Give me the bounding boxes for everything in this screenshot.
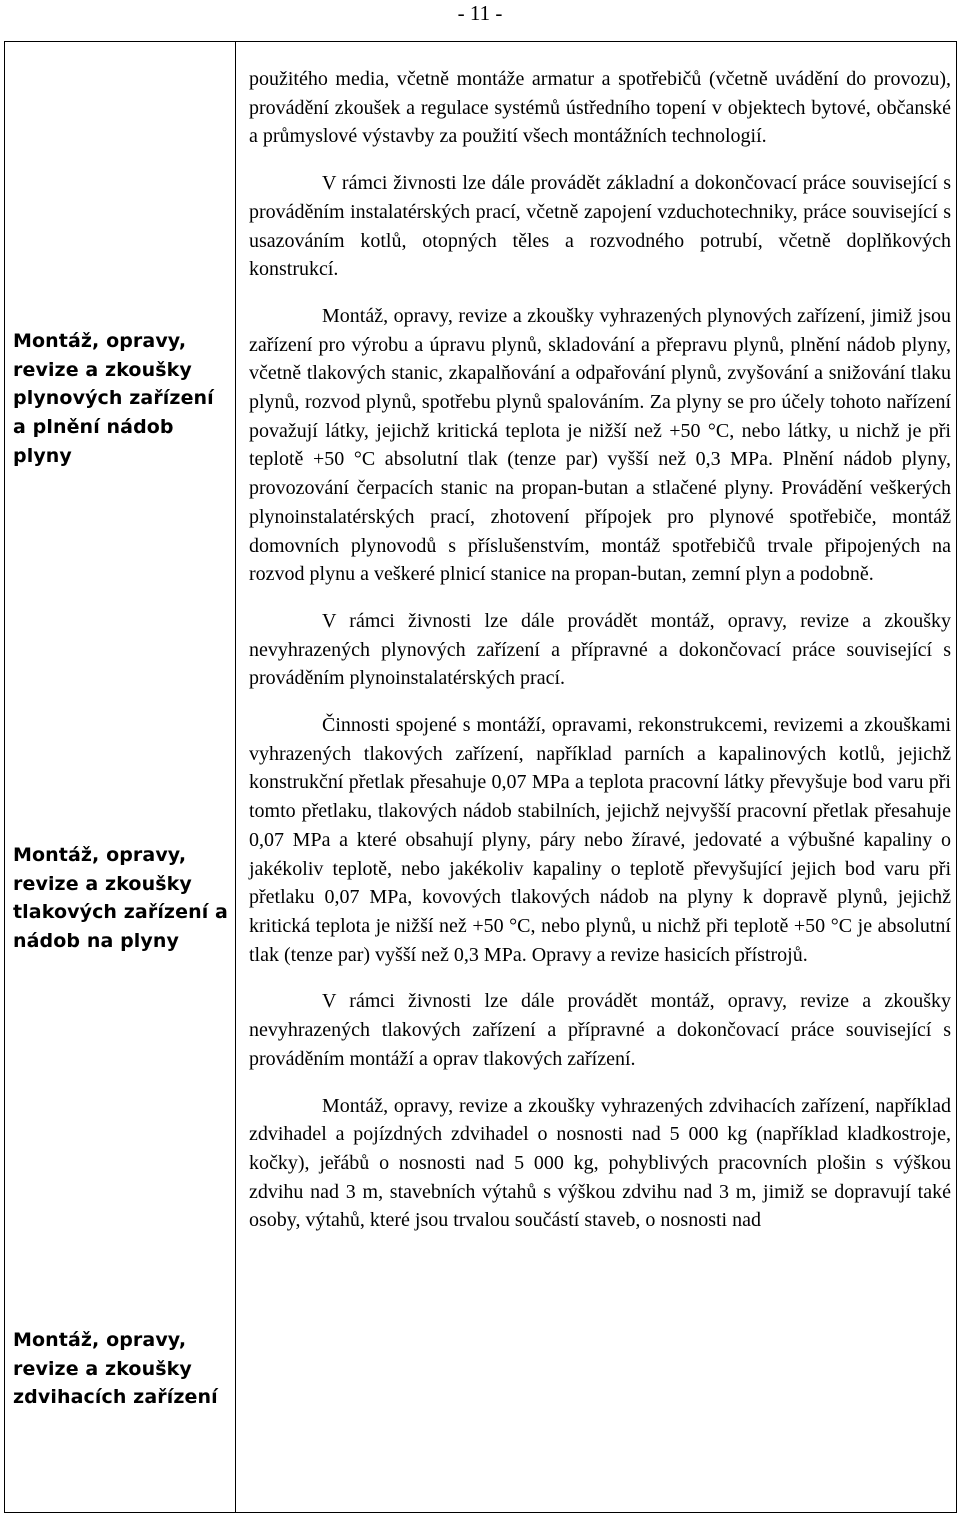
- paragraph-5: Činnosti spojené s montáží, opravami, rekonstrukcemi, revizemi a zkouškami vyhrazených tlakových zařízení, například parních a kapalinových kotlů, jejichž konstrukční přetlak přesahuje 0,07 MPa a teplota pracovní látky převyšuje bod varu při tomto přetlaku, tlakových nádob stabilních, jejichž nejvyšší pracovní přetlak přesahuje 0,07 MPa a které obsahují plyny, páry nebo žíravé, jedovaté a výbušné kapaliny o jakékoliv teplotě, nebo jakékoliv kapaliny o teplotě převyšující jejich bod varu při přetlaku 0,07 MPa, kovových tlakových nádob na plyny k dopravě plynů, jejichž kritická teplota je nižší než +50 °C, nebo plynů, u nichž při teplotě +50 °C je absolutní tlak (tenze par) vyšší než 0,3 MPa. Opravy a revize hasicích přístrojů.: [249, 714, 951, 966]
- body-column: [236, 42, 957, 1513]
- section-heading-pressure: Montáž, opravy, revize a zkoušky tlakových zařízení a nádob na plyny: [13, 844, 228, 953]
- paragraph-7: Montáž, opravy, revize a zkoušky vyhrazených zdvihacích zařízení, například zdvihadel a pojízdných zdvihadel o nosnosti nad 5 000 kg (například kladkostroje, kočky), jeřábů o nosnosti nad 5 000 kg, pohyblivých pracovních plošin s výškou zdvihu nad 3 m, stavebních výtahů s výškou zdvihu nad 3 m, jimiž se dopravují také osoby, výtahů, které jsou trvalou součástí staveb, o nosnosti nad: [249, 1094, 951, 1232]
- paragraph-4: V rámci živnosti lze dále provádět montáž, opravy, revize a zkoušky nevyhrazených plynových zařízení a přípravné a dokončovací práce související s prováděním plynoinstalatérských prací.: [249, 609, 951, 690]
- paragraph-6: V rámci živnosti lze dále provádět montáž, opravy, revize a zkoušky nevyhrazených tlakových zařízení a přípravné a dokončovací práce související s prováděním montáží a oprav tlakových zařízení.: [249, 990, 951, 1070]
- table-row: [5, 42, 957, 1513]
- section-heading-lifting: Montáž, opravy, revize a zkoušky zdvihacích zařízení: [13, 1329, 218, 1409]
- paragraph-3: Montáž, opravy, revize a zkoušky vyhrazených plynových zařízení, jimiž jsou zařízení pro výrobu a úpravu plynů, skladování a přepravu plynů, plnění nádob plyny, včetně tlakových stanic, zkapalňování a odpařování plynů, zvyšování a snižování tlaku plynů, rozvod plynů, spotřebu plynů spalováním. Za plyny se pro účely tohoto nařízení považují látky, jejichž kritická teplota je nižší než +50 °C, nebo látky, u nichž je při teplotě +50 °C absolutní tlak (tenze par) vyšší než 0,3 MPa. Plnění nádob plyny, provozování čerpacích stanic na propan-butan a stlačené plyny. Provádění veškerých plynoinstalatérských prací, zhotovení přípojek pro plynové spotřebiče, montáž domovních plynovodů s příslušenstvím, montáž spotřebičů trvale připojených na rozvod plynu a veškeré plnicí stanice na propan-butan, zemní plyn a podobně.: [249, 304, 951, 586]
- paragraph-1: použitého media, včetně montáže armatur a spotřebičů (včetně uvádění do provozu), provádění zkoušek a regulace systémů ústředního topení v objektech bytové, občanské a průmyslové výstavby za použití všech montážních technologií.: [249, 68, 951, 148]
- page-number: - 11 -: [457, 1, 503, 25]
- section-heading-gas: Montáž, opravy, revize a zkoušky plynových zařízení a plnění nádob plyny: [13, 330, 214, 467]
- content-table: [4, 41, 957, 1513]
- sidebar-column: [5, 42, 236, 1513]
- paragraph-2: V rámci živnosti lze dále provádět základní a dokončovací práce související s prováděním instalatérských prací, včetně zapojení vzduchotechniky, práce související s usazováním kotlů, otopných těles a rozvodného potrubí, včetně doplňkových konstrukcí.: [249, 172, 951, 281]
